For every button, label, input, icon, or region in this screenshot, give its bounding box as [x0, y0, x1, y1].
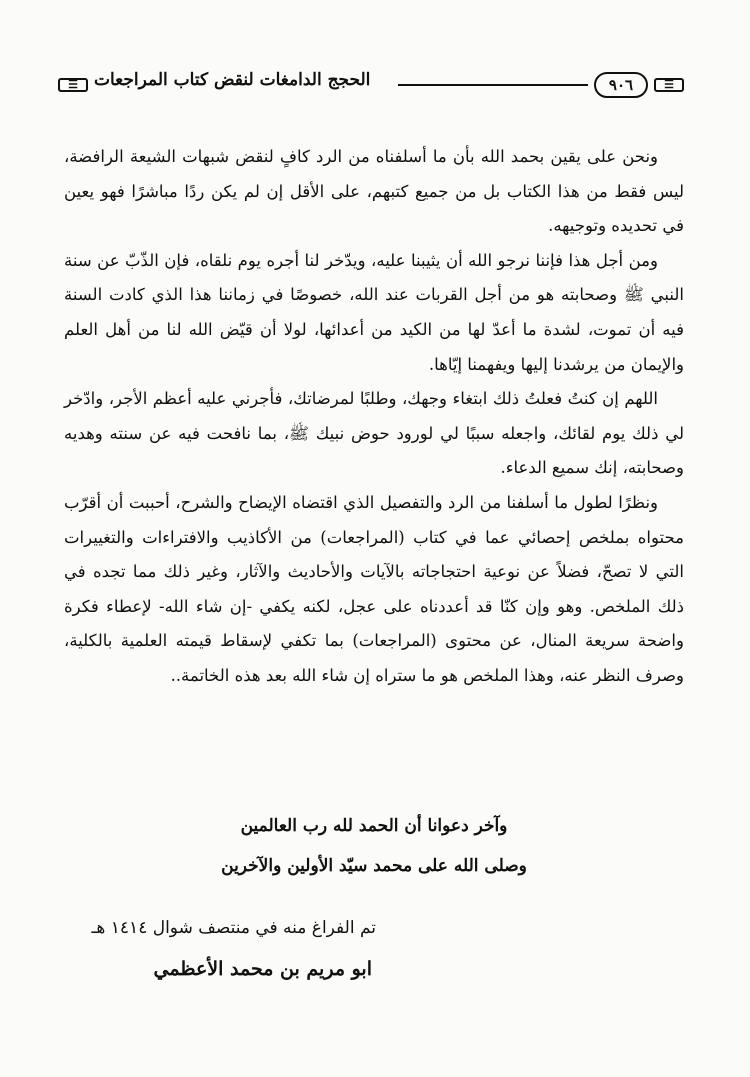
body-text — [64, 140, 684, 694]
author-signature: ابو مريم بن محمد الأعظمي — [153, 958, 372, 980]
closing-prayer-line-2: وصلى الله على محمد سيّد الأولين والآخرين — [221, 856, 527, 876]
closing-prayer-line-1: وآخر دعوانا أن الحمد لله رب العالمين — [240, 816, 508, 836]
header-ornament-left-icon: ☰ — [58, 78, 88, 92]
paragraph: ومن أجل هذا فإننا نرجو الله أن يثيبنا عليه، ويدّخر لنا أجره يوم نلقاه، فإن الذّبّ عن سنة النبي ﷺ وصحابته هو من أجل القربات عند الله، خصوصًا في زماننا هذا الذي كادت السنة فيه أن تموت، لشدة ما أعدّ لها من الكيد من أعدائها، لولا أن قيّض الله لنا من أهل العلم والإيمان من يرشدنا إليها ويفهمنا إيّاها. — [64, 250, 684, 374]
paragraph: ونحن على يقين بحمد الله بأن ما أسلفناه من الرد كافٍ لنقض شبهات الشيعة الرافضة، ليس فقط من هذا الكتاب بل من جميع كتبهم، على الأقل إن لم يكن ردًا مباشرًا فهو يعين في تحديده وتوجيهه. — [64, 147, 684, 236]
running-title: الحجج الدامغات لنقض كتاب المراجعات — [94, 70, 371, 90]
completion-date: تم الفراغ منه في منتصف شوال ١٤١٤ هـ — [91, 918, 376, 938]
page-number: ٩٠٦ — [594, 72, 648, 98]
header-rule — [398, 84, 588, 86]
running-header — [58, 66, 684, 106]
paragraph: اللهم إن كنتُ فعلتُ ذلك ابتغاء وجهك، وطلبًا لمرضاتك، فأجرني عليه أعظم الأجر، وادّخر لي ذلك يوم لقائك، واجعله سببًا لي لورود حوض نبيك ﷺ، بما نافحت فيه عن سنته وهديه وصحابته، إنك سميع الدعاء. — [64, 389, 684, 478]
header-ornament-right-icon: ☰ — [654, 78, 684, 92]
paragraph: ونظرًا لطول ما أسلفنا من الرد والتفصيل الذي اقتضاه الإيضاح والشرح، أحببت أن أقرّب محتواه بملخص إحصائي عما في كتاب (المراجعات) من الأكاذيب والافتراءات والتغييرات التي لا تصحّ، فضلاً عن نوعية احتجاجاته بالآيات والأحاديث والآثار، وغير ذلك مما تجده في ذلك الملخص. وهو وإن كنّا قد أعددناه على عجل، لكنه يكفي -إن شاء الله- لإعطاء فكرة واضحة سريعة المنال، عن محتوى (المراجعات) بما تكفي لإسقاط قيمته العلمية بالكلية، وصرف النظر عنه، وهذا الملخص هو ما ستراه إن شاء الله بعد هذه الخاتمة.. — [64, 492, 684, 685]
